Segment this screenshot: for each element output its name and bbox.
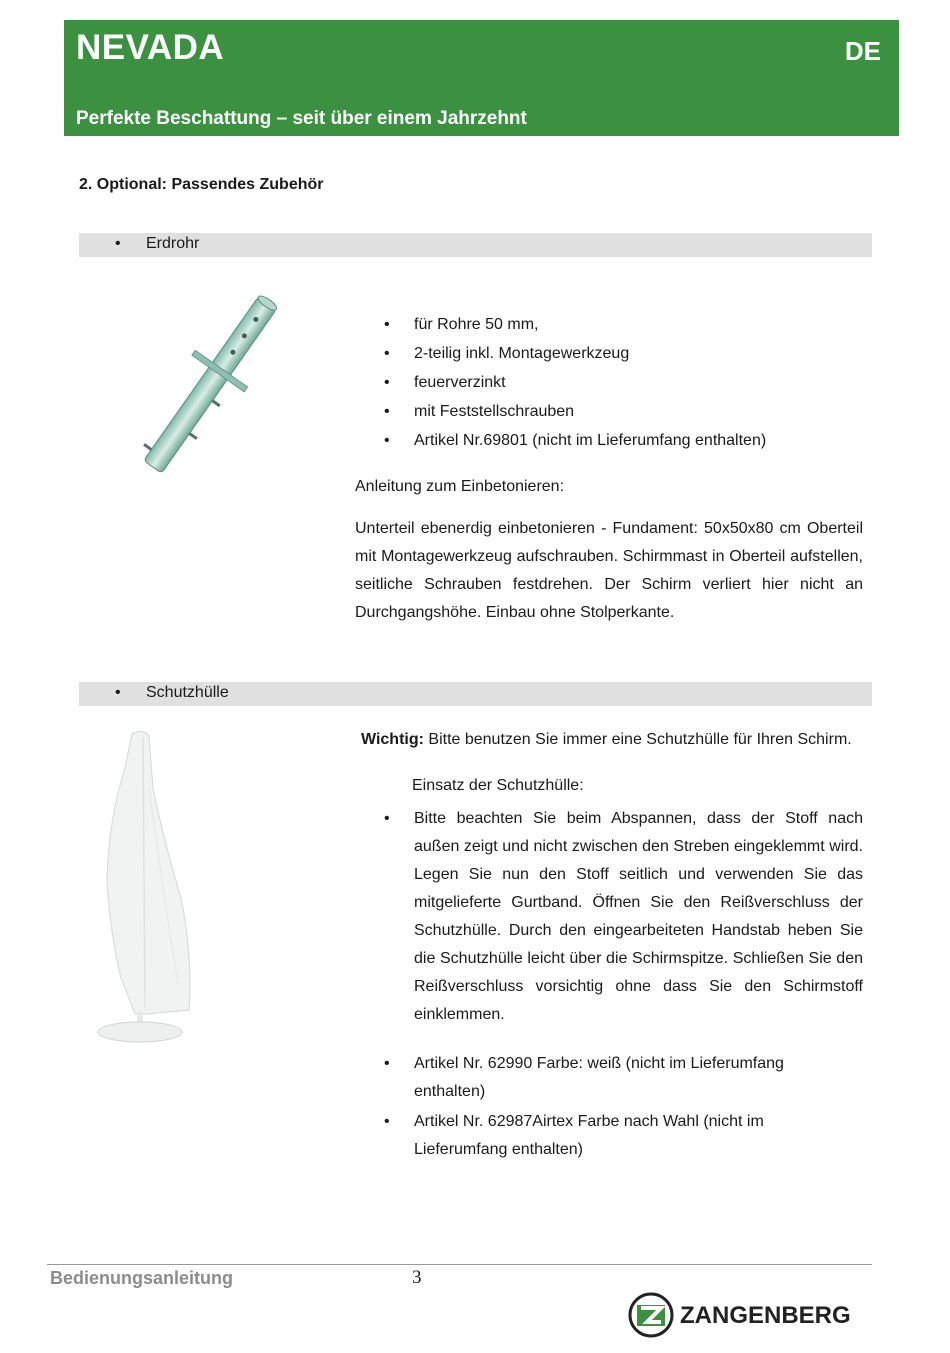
logo-mark-icon <box>628 1292 674 1338</box>
list-item: • Artikel Nr.69801 (nicht im Lieferumfang enthalten) <box>384 432 767 449</box>
bullet-glyph: • <box>115 235 121 252</box>
footer-label: Bedienungsanleitung <box>50 1268 234 1288</box>
section-heading: 2. Optional: Passendes Zubehör <box>79 176 324 193</box>
logo-text: ZANGENBERG <box>680 1302 851 1329</box>
bullet-glyph: • <box>115 684 121 701</box>
important-text: Bitte benutzen Sie immer eine Schutzhülle für Ihren Schirm. <box>423 731 852 748</box>
instructions-text: Unterteil ebenerdig einbetonieren - Fundament: 50x50x80 cm Oberteil mit Montagewerkzeug aufschrauben. Schirmmast in Oberteil aufstellen, seitliche Schrauben festdrehen. Der Schirm verliert hier nicht an Durchgangshöhe. Einbau ohne Stolperkante. <box>355 520 863 621</box>
schutzhuelle-bar <box>79 682 872 706</box>
important-label: Wichtig: <box>361 731 424 748</box>
document-title: NEVADA <box>76 28 225 67</box>
page-number: 3 <box>412 1267 422 1288</box>
header-banner <box>64 20 899 136</box>
erdrohr-label: Erdrohr <box>146 235 200 252</box>
list-item: • für Rohre 50 mm, <box>384 316 539 333</box>
language-code: DE <box>844 36 881 66</box>
list-item: • Artikel Nr. 62990 Farbe: weiß (nicht im Lieferumfang enthalten) <box>384 1055 784 1100</box>
list-item: • 2-teilig inkl. Montagewerkzeug <box>384 345 630 362</box>
ground-tube-image <box>110 280 310 490</box>
list-item: • Artikel Nr. 62987Airtex Farbe nach Wahl (nicht im Lieferumfang enthalten) <box>384 1113 764 1158</box>
document-subtitle: Perfekte Beschattung – seit über einem Jahrzehnt <box>76 108 527 129</box>
usage-list <box>355 805 863 1029</box>
erdrohr-bar <box>79 233 872 257</box>
schutzhuelle-label: Schutzhülle <box>146 684 229 701</box>
list-item: • Bitte beachten Sie beim Abspannen, dass der Stoff nach außen zeigt und nicht zwischen den Streben eingeklemmt wird. Legen Sie nun den Stoff seitlich und verwenden Sie das mitgelieferte Gurtband. Öffnen Sie den Reißverschluss der Schutzhülle. Durch den eingearbeiteten Handstab heben Sie die Schutzhülle leicht über die Schirmspitze. Schließen Sie den Reißverschluss vorsichtig ohne dass Sie den Schirmstoff einklemmen. <box>384 810 863 1023</box>
usage-heading: Einsatz der Schutzhülle: <box>412 777 584 794</box>
important-note <box>361 731 852 749</box>
protective-cover-image <box>85 728 200 1048</box>
footer-divider <box>47 1264 872 1265</box>
erdrohr-feature-list <box>355 310 875 455</box>
article-list <box>355 1050 855 1164</box>
list-item: • mit Feststellschrauben <box>384 403 575 420</box>
instructions-heading: Anleitung zum Einbetonieren: <box>355 478 565 495</box>
list-item: • feuerverzinkt <box>384 374 506 391</box>
